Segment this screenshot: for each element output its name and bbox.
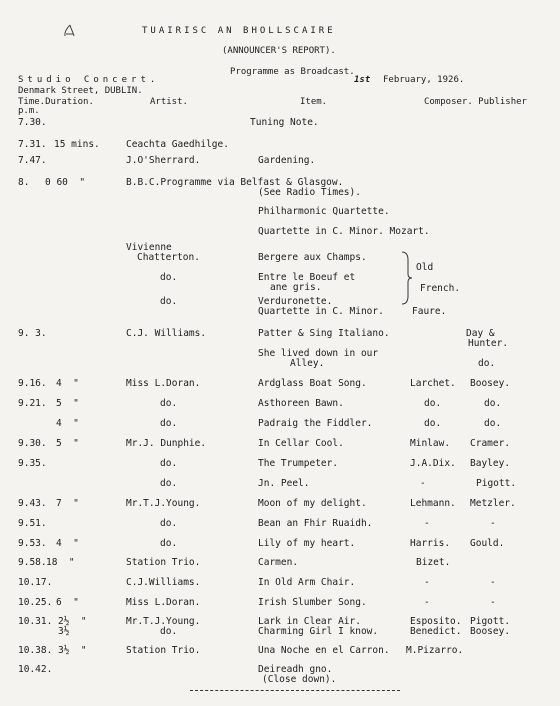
row-duration: 6 " xyxy=(56,597,79,608)
report-subtitle: (ANNOUNCER'S REPORT). xyxy=(222,46,336,56)
ditto-mark: do. xyxy=(160,296,178,307)
row-time: 10.17. xyxy=(18,577,53,588)
row-item: (See Radio Times). xyxy=(258,187,361,198)
report-title: TUAIRISC AN BHOLLSCAIRE xyxy=(142,26,336,36)
row-artist: Station Trio. xyxy=(126,645,201,656)
row-artist: B.B.C.Programme via Belfast & Glasgow. xyxy=(126,177,344,188)
row-item: Lily of my heart. xyxy=(258,538,356,549)
row-time: 9.53. xyxy=(18,538,47,549)
row-item: Irish Slumber Song. xyxy=(258,597,367,608)
row-publisher: - xyxy=(490,518,496,529)
row-publisher: Pigott. xyxy=(470,616,511,627)
row-composer: Larchet. xyxy=(410,378,456,389)
pm-label: p.m. xyxy=(18,106,40,116)
row-duration: 2½ " xyxy=(58,616,87,627)
row-artist: do. xyxy=(160,458,178,469)
row-duration: 4 " xyxy=(56,418,79,429)
row-item: Una Noche en el Carron. xyxy=(258,645,390,656)
address-line: Denmark Street, DUBLIN. xyxy=(18,86,143,96)
row-duration: 4 " xyxy=(56,538,79,549)
row-item: Carmen. xyxy=(258,557,299,568)
row-artist: Miss L.Doran. xyxy=(126,597,201,608)
row-artist: Mr.T.J.Young. xyxy=(126,616,201,627)
row-time: 10.31. xyxy=(18,616,53,627)
date-prefix: 1st xyxy=(354,75,371,85)
column-item: Item. xyxy=(300,97,328,107)
row-publisher: do. xyxy=(484,418,502,429)
row-time: 9.21. xyxy=(18,398,47,409)
row-composer: Day & xyxy=(466,328,495,339)
row-composer: J.A.Dix. xyxy=(410,458,456,469)
row-item: In Old Arm Chair. xyxy=(258,577,356,588)
row-artist: do. xyxy=(160,518,178,529)
row-duration: 4 " xyxy=(56,378,79,389)
row-item: The Trumpeter. xyxy=(258,458,339,469)
row-item: Gardening. xyxy=(258,155,316,166)
row-publisher: Pigott. xyxy=(476,478,517,489)
row-item: Patter & Sing Italiano. xyxy=(258,328,390,339)
row-artist: Mr.J. Dunphie. xyxy=(126,438,207,449)
row-composer: Harris. xyxy=(410,538,451,549)
row-composer: do. xyxy=(424,418,442,429)
row-composer: M.Pizarro. xyxy=(406,645,464,656)
column-composer-publisher: Composer. Publisher xyxy=(424,97,527,107)
bracket-icon xyxy=(400,250,414,306)
row-publisher: Cramer. xyxy=(470,438,511,449)
row-composer: do. xyxy=(424,398,442,409)
row-item: Moon of my delight. xyxy=(258,498,367,509)
row-publisher: Metzler. xyxy=(470,498,516,509)
row-artist: Miss L.Doran. xyxy=(126,378,201,389)
row-artist: C.J. Williams. xyxy=(126,328,207,339)
row-artist: C.J.Williams. xyxy=(126,577,201,588)
item-title: Verduronette. xyxy=(258,296,333,307)
row-artist: do. xyxy=(160,418,178,429)
row-publisher: - xyxy=(490,597,496,608)
row-duration: 0 60 " xyxy=(45,177,86,188)
row-item: Charming Girl I know. xyxy=(258,626,379,637)
row-artist: do. xyxy=(160,538,178,549)
row-time: 8. xyxy=(18,177,30,188)
row-item: Lark in Clear Air. xyxy=(258,616,361,627)
programme-label: Programme as Broadcast. xyxy=(230,67,355,77)
row-composer: - xyxy=(420,478,426,489)
row-artist: Ceachta Gaedhilge. xyxy=(126,139,229,150)
artist-name: Vivienne xyxy=(126,242,172,253)
row-artist: do. xyxy=(160,626,178,637)
row-publisher: Boosey. xyxy=(470,626,511,637)
row-item: She lived down in our xyxy=(258,348,379,359)
composer-name: Faure. xyxy=(412,306,447,317)
row-duration: 18 " xyxy=(46,557,75,568)
closing-divider xyxy=(190,690,400,691)
row-time: 9.58. xyxy=(18,557,47,568)
studio-label: Studio Concert. xyxy=(18,75,160,85)
row-item: Philharmonic Quartette. xyxy=(258,206,390,217)
row-time: 7.30. xyxy=(18,117,47,128)
row-time: 10.38. xyxy=(18,645,53,656)
row-composer: Minlaw. xyxy=(410,438,451,449)
item-title: Entre le Boeuf et xyxy=(258,272,356,283)
row-item: (Close down). xyxy=(262,674,337,685)
row-composer: Benedict. xyxy=(410,626,462,637)
column-artist: Artist. xyxy=(150,97,188,107)
row-composer: - xyxy=(424,597,430,608)
row-publisher: Bayley. xyxy=(470,458,511,469)
row-publisher: - xyxy=(490,577,496,588)
column-time: Time.Duration. xyxy=(18,97,94,107)
row-publisher: do. xyxy=(484,398,502,409)
row-item: Asthoreen Bawn. xyxy=(258,398,344,409)
row-artist: Station Trio. xyxy=(126,557,201,568)
row-item: Deireadh gno. xyxy=(258,664,333,675)
row-item: Bean an Fhir Ruaidh. xyxy=(258,518,373,529)
row-time: 9.16. xyxy=(18,378,47,389)
row-composer: - xyxy=(424,577,430,588)
row-item: Alley. xyxy=(290,358,325,369)
row-composer: Lehmann. xyxy=(410,498,456,509)
row-artist: J.O'Sherrard. xyxy=(126,155,201,166)
stamp-mark-icon xyxy=(62,22,76,40)
row-duration: 3½ " xyxy=(58,645,87,656)
item-title: Bergere aux Champs. xyxy=(258,252,367,263)
row-duration: 3½ xyxy=(58,626,70,637)
item-title: ane gris. xyxy=(270,282,322,293)
row-time: 10.42. xyxy=(18,664,53,675)
row-duration: 7 " xyxy=(56,498,79,509)
row-composer: Esposito. xyxy=(410,616,462,627)
row-time: 10.25. xyxy=(18,597,53,608)
row-item: Padraig the Fiddler. xyxy=(258,418,373,429)
row-time: 9.30. xyxy=(18,438,47,449)
ditto-mark: do. xyxy=(160,272,178,283)
row-time: 9.35. xyxy=(18,458,47,469)
row-publisher: Boosey. xyxy=(470,378,511,389)
row-duration: 15 mins. xyxy=(54,139,100,150)
row-item: Jn. Peel. xyxy=(258,478,310,489)
row-time: 9. 3. xyxy=(18,328,47,339)
row-item: In Cellar Cool. xyxy=(258,438,344,449)
row-artist: Mr.T.J.Young. xyxy=(126,498,201,509)
row-item: Tuning Note. xyxy=(250,117,319,128)
row-composer: do. xyxy=(478,358,496,369)
row-duration: 5 " xyxy=(56,438,79,449)
bracket-note: French. xyxy=(420,283,461,294)
date-text: February, 1926. xyxy=(383,75,465,85)
row-time: 9.43. xyxy=(18,498,47,509)
row-artist: do. xyxy=(160,398,178,409)
row-item: Ardglass Boat Song. xyxy=(258,378,367,389)
row-time: 7.47. xyxy=(18,155,47,166)
row-item: Quartette in C. Minor. Mozart. xyxy=(258,226,430,237)
item-title: Quartette in C. Minor. xyxy=(258,306,384,317)
bracket-note: Old xyxy=(416,262,434,273)
row-artist: do. xyxy=(160,478,178,489)
row-composer: - xyxy=(424,518,430,529)
row-publisher: Gould. xyxy=(470,538,505,549)
artist-name: Chatterton. xyxy=(137,252,200,263)
row-composer: Bizet. xyxy=(416,557,451,568)
row-composer: Hunter. xyxy=(468,338,509,349)
row-time: 7.31. xyxy=(18,139,47,150)
row-time: 9.51. xyxy=(18,518,47,529)
row-duration: 5 " xyxy=(56,398,79,409)
